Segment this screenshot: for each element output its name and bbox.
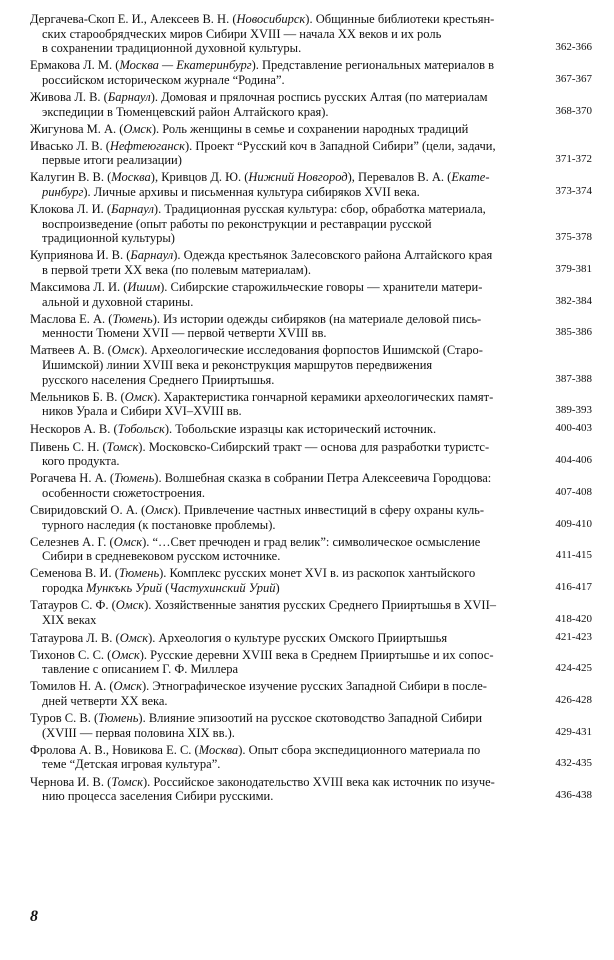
- toc-entry-text: [30, 343, 540, 387]
- toc-entry-pages: 368-370: [555, 104, 592, 117]
- table-of-contents: [30, 12, 592, 806]
- toc-entry-line: городка Мункъкь Урий (Частухинский Урий): [42, 580, 280, 595]
- toc-entry: [30, 503, 592, 532]
- toc-entry-text: [30, 139, 540, 168]
- toc-entry-text: [30, 503, 540, 532]
- page-number: 8: [30, 908, 38, 925]
- toc-entry-pages: [540, 135, 592, 136]
- toc-entry: [30, 58, 592, 87]
- toc-entry-line: теме “Детская игровая культура”.: [42, 757, 221, 772]
- toc-entry-pages: 389-393: [555, 404, 592, 417]
- toc-entry-pages: 411-415: [555, 549, 592, 562]
- toc-entry-pages: 371-372: [555, 153, 592, 166]
- toc-entry-line: Фролова А. В., Новикова Е. С. (Москва). Опыт сбора экспедиционного материала по: [30, 742, 481, 757]
- toc-entry: [30, 421, 592, 437]
- toc-entry-line: Татауров С. Ф. (Омск). Хозяйственные занятия русских Среднего Прииртышья в XVII–: [30, 597, 496, 612]
- toc-entry: [30, 139, 592, 168]
- toc-entry-line: воспроизведение (опыт работы по реконструкции и реставрации русской: [42, 216, 432, 231]
- toc-entry: [30, 280, 592, 309]
- toc-entry-line: Селезнев А. Г. (Омск). “…Свет пречюден и град велик”: символическое осмысление: [30, 534, 481, 549]
- toc-entry: [30, 12, 592, 56]
- toc-entry-text: [30, 535, 540, 564]
- toc-entry-line: Калугин В. В. (Москва), Кривцов Д. Ю. (Нижний Новгород), Перевалов В. А. (Екате-: [30, 170, 490, 185]
- toc-entry-text: [30, 775, 540, 804]
- toc-entry-pages: 385-386: [555, 326, 592, 339]
- toc-entry-line: Пивень С. Н. (Томск). Московско-Сибирский тракт — основа для разработки туристс-: [30, 439, 490, 454]
- toc-entry-line: Ивасько Л. В. (Нефтеюганск). Проект “Русский коч в Западной Сибири” (цели, задачи,: [30, 138, 496, 153]
- toc-entry-text: [30, 280, 540, 309]
- toc-entry-pages: 373-374: [555, 185, 592, 198]
- toc-entry-pages: 404-406: [555, 454, 592, 467]
- toc-entry-text: [30, 711, 540, 740]
- toc-entry-line: особенности сюжетостроения.: [42, 485, 205, 500]
- toc-entry-line: Жигунова М. А. (Омск). Роль женщины в семье и сохранении народных традиций: [30, 121, 469, 136]
- toc-entry: [30, 471, 592, 500]
- toc-entry-pages: 382-384: [555, 294, 592, 307]
- toc-entry-text: [30, 90, 540, 119]
- toc-entry: [30, 390, 592, 419]
- toc-entry-line: традиционной культуры): [42, 231, 175, 246]
- toc-entry-text: [30, 12, 540, 56]
- toc-entry: [30, 711, 592, 740]
- toc-entry-pages: 407-408: [555, 485, 592, 498]
- toc-entry-text: [30, 598, 540, 627]
- toc-entry-text: [30, 631, 540, 646]
- toc-entry-line: альной и духовной старины.: [42, 294, 194, 309]
- toc-entry-line: Ермакова Л. М. (Москва — Екатеринбург). Представление региональных материалов в: [30, 58, 495, 73]
- toc-entry-text: [30, 471, 540, 500]
- toc-entry-line: Туров С. В. (Тюмень). Влияние эпизоотий на русское скотоводство Западной Сибири: [30, 711, 483, 726]
- toc-entry-pages: 424-425: [555, 662, 592, 675]
- toc-entry-line: менности Тюмени XVII — первой четверти XVIII вв.: [42, 326, 327, 341]
- toc-entry-pages: 418-420: [555, 612, 592, 625]
- toc-entry-line: Свиридовский О. А. (Омск). Привлечение частных инвестиций в сферу охраны куль-: [30, 502, 485, 517]
- toc-entry: [30, 312, 592, 341]
- toc-entry: [30, 248, 592, 277]
- toc-entry: [30, 90, 592, 119]
- toc-entry-pages: 426-428: [555, 694, 592, 707]
- toc-entry-pages: 416-417: [555, 580, 592, 593]
- toc-entry-pages: 409-410: [555, 517, 592, 530]
- toc-entry-line: в первой трети XX века (по полевым материалам).: [42, 263, 311, 277]
- toc-entry: [30, 122, 592, 137]
- toc-entry: [30, 566, 592, 595]
- toc-entry-pages: 400-403: [555, 422, 592, 435]
- toc-entry-pages: 379-381: [555, 263, 592, 275]
- toc-entry-line: русского населения Среднего Прииртышья.: [42, 372, 275, 387]
- toc-entry-line: Ишимской) линии XVIII века и реконструкция маршрутов передвижения: [42, 358, 433, 373]
- toc-entry-text: [30, 679, 540, 708]
- toc-entry-line: Мельников Б. В. (Омск). Характеристика гончарной керамики археологических памят-: [30, 389, 494, 404]
- toc-entry-text: [30, 743, 540, 772]
- toc-entry-line: Нескоров А. В. (Тобольск). Тобольские изразцы как исторический источник.: [30, 422, 437, 437]
- toc-entry-line: ников Урала и Сибири XVI–XVIII вв.: [42, 404, 242, 419]
- toc-entry-line: тавление с описанием Г. Ф. Миллера: [42, 662, 239, 677]
- toc-entry: [30, 202, 592, 246]
- toc-entry-pages: 432-435: [555, 757, 592, 770]
- toc-entry-text: [30, 170, 540, 199]
- toc-entry-line: Маслова Е. А. (Тюмень). Из истории одежды сибиряков (на материале деловой пись-: [30, 311, 482, 326]
- toc-entry-text: [30, 566, 540, 595]
- toc-entry-line: турного наследия (к постановке проблемы).: [42, 517, 276, 532]
- toc-entry-text: [30, 440, 540, 469]
- toc-entry-line: Томилов Н. А. (Омск). Этнографическое изучение русских Западной Сибири в после-: [30, 679, 487, 694]
- toc-entry-line: в сохранении традиционной духовной культуры.: [42, 41, 302, 56]
- toc-entry: [30, 343, 592, 387]
- toc-entry-line: первые итоги реализации): [42, 153, 182, 168]
- toc-entry-line: XIX веках: [42, 612, 97, 627]
- toc-entry-line: экспедиции в Тюменцевский район Алтайского края).: [42, 104, 329, 119]
- toc-entry: [30, 598, 592, 627]
- toc-entry-text: [30, 58, 540, 87]
- toc-entry: [30, 440, 592, 469]
- toc-entry: [30, 648, 592, 677]
- toc-entry-text: [30, 648, 540, 677]
- toc-entry: [30, 535, 592, 564]
- toc-entry-pages: 387-388: [555, 372, 592, 385]
- toc-entry-line: ринбург). Личные архивы и письменная культура сибиряков XVII века.: [42, 185, 420, 200]
- toc-entry-line: дней четверти XX века.: [42, 694, 168, 709]
- toc-entry-line: (XVIII — первая половина XIX вв.).: [42, 725, 235, 740]
- toc-entry: [30, 630, 592, 646]
- toc-entry-line: Семенова В. И. (Тюмень). Комплекс русских монет XVI в. из раскопок хантыйского: [30, 566, 476, 581]
- toc-entry-pages: 436-438: [555, 789, 592, 802]
- toc-entry: [30, 743, 592, 772]
- toc-entry-text: [30, 390, 540, 419]
- toc-entry-text: [30, 312, 540, 341]
- toc-entry-line: российском историческом журнале “Родина”.: [42, 72, 285, 87]
- toc-entry: [30, 775, 592, 804]
- toc-entry-line: Тихонов С. С. (Омск). Русские деревни XVIII века в Среднем Прииртышье и их сопос-: [30, 647, 494, 662]
- toc-entry-line: Татаурова Л. В. (Омск). Археология о культуре русских Омского Прииртышья: [30, 630, 448, 645]
- toc-entry-line: Куприянова И. В. (Барнаул). Одежда крестьянок Залесовского района Алтайского края: [30, 248, 493, 263]
- toc-entry-line: Дергачева-Скоп Е. И., Алексеев В. Н. (Новосибирск). Общинные библиотеки крестьян-: [30, 12, 495, 26]
- toc-entry-text: [30, 122, 540, 137]
- toc-entry: [30, 679, 592, 708]
- toc-entry-line: Клокова Л. И. (Барнаул). Традиционная русская культура: сбор, обработка материала,: [30, 202, 486, 217]
- toc-entry-line: Максимова Л. И. (Ишим). Сибирские старожильческие говоры — хранители матери-: [30, 280, 483, 295]
- toc-entry-line: Матвеев А. В. (Омск). Археологические исследования форпостов Ишимской (Старо-: [30, 343, 483, 358]
- toc-entry-pages: 429-431: [555, 725, 592, 738]
- toc-entry-pages: 421-423: [555, 630, 592, 643]
- toc-entry-pages: 362-366: [555, 41, 592, 54]
- toc-entry-line: Живова Л. В. (Барнаул). Домовая и прялочная роспись русских Алтая (по материалам: [30, 89, 488, 104]
- toc-entry-line: ских старообрядческих миров Сибири XVIII — начала XX веков и их роль: [42, 26, 442, 41]
- toc-entry-line: нию процесса заселения Сибири русскими.: [42, 789, 274, 804]
- toc-entry-line: Рогачева Н. А. (Тюмень). Волшебная сказка в собрании Петра Алексеевича Городцова:: [30, 471, 492, 486]
- toc-entry-pages: 375-378: [555, 231, 592, 244]
- toc-entry-line: кого продукта.: [42, 454, 120, 469]
- toc-entry-text: [30, 422, 540, 437]
- toc-entry-line: Сибири в средневековом русском источнике.: [42, 549, 281, 564]
- toc-entry-line: Чернова И. В. (Томск). Российское законодательство XVIII века как источник по изуче-: [30, 774, 495, 789]
- toc-entry-text: [30, 248, 540, 277]
- toc-entry-text: [30, 202, 540, 246]
- toc-entry: [30, 170, 592, 199]
- toc-entry-pages: 367-367: [555, 72, 592, 85]
